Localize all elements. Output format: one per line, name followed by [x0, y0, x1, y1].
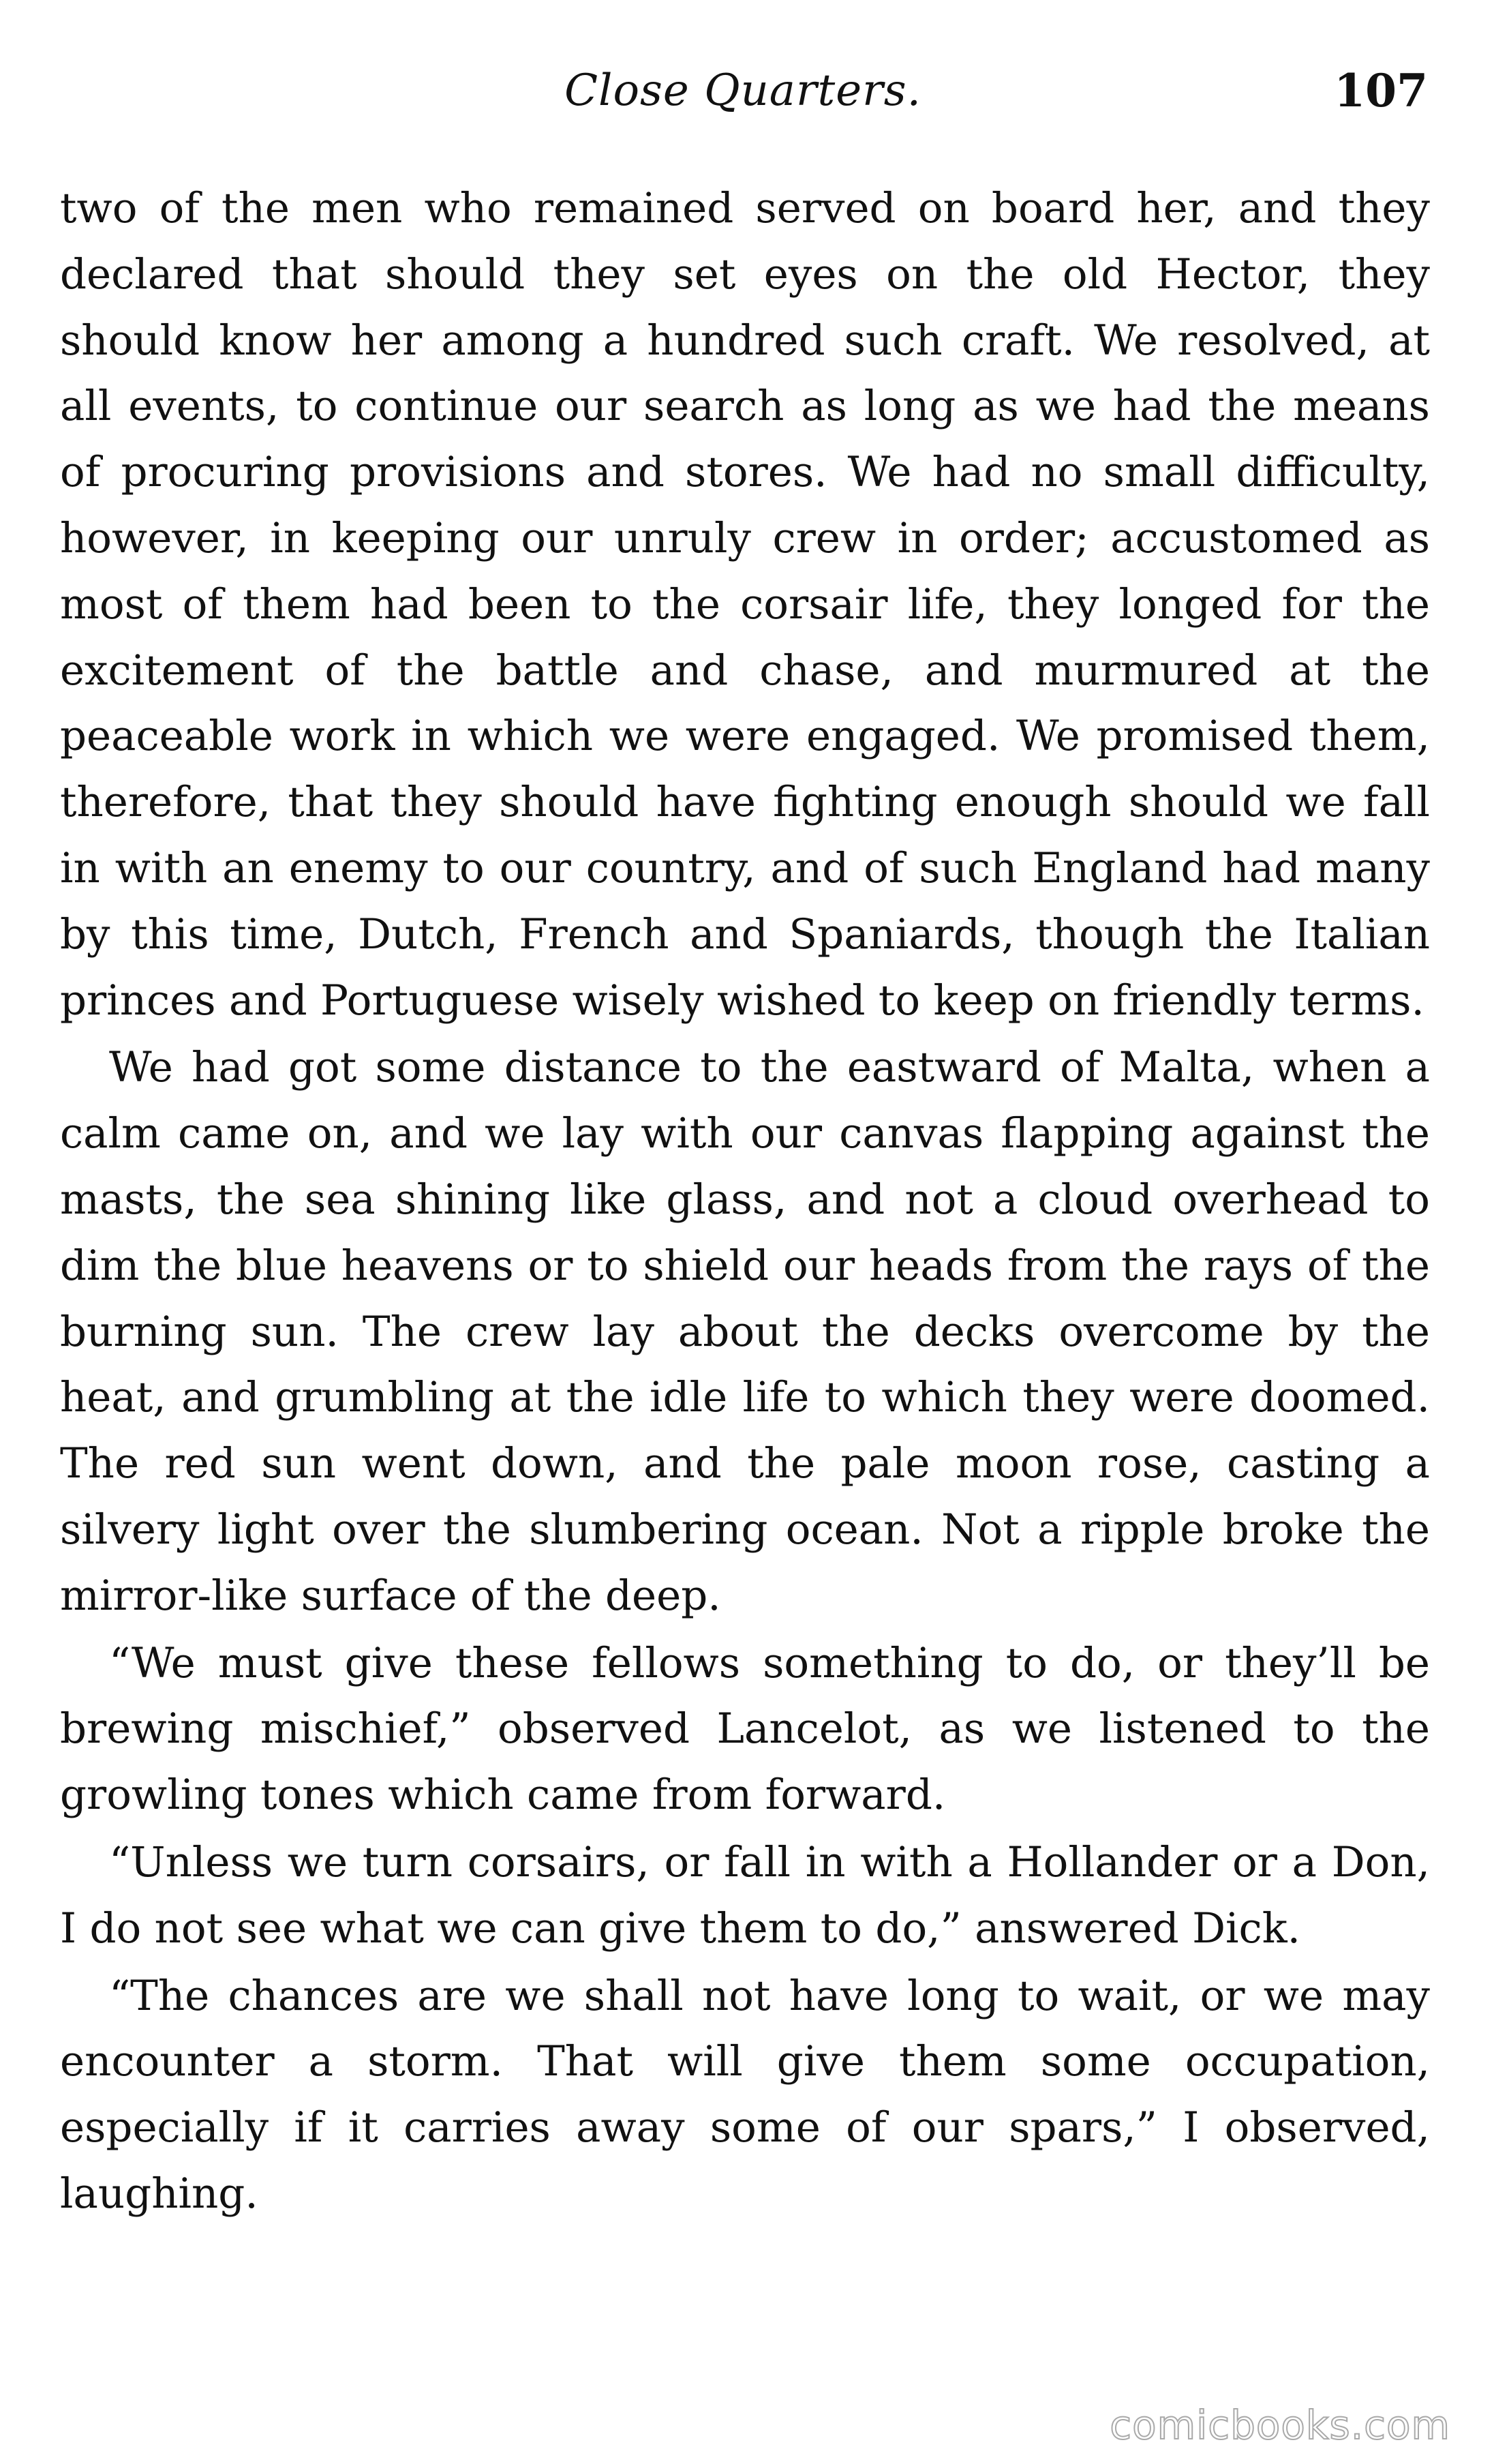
- paragraph-lancelot-dialogue: “We must give these fellows something to do, or they’ll be brewing mischief,” observed Lancelot, as we listened to the growling tones which came from forward.: [60, 1638, 1430, 1820]
- site-watermark: comicbooks.com: [1110, 2402, 1450, 2448]
- body-text: [60, 176, 1430, 2227]
- running-title: Close Quarters.: [564, 65, 921, 116]
- paragraph-calm: We had got some distance to the eastward of Malta, when a calm came on, and we lay with our canvas flapping against the masts, the sea shining like glass, and not a cloud overhead to dim the blue heavens or to shield our heads from the rays of the burning sun. The crew lay about the decks overcome by the heat, and grumbling at the idle life to which they were doomed. The red sun went down, and the pale moon rose, casting a silvery light over the slumbering ocean. Not a ripple broke the mirror-like surface of the deep.: [60, 1043, 1430, 1620]
- paragraph-dick-dialogue: “Unless we turn corsairs, or fall in with a Hollander or a Don, I do not see what we can give them to do,” answered Dick.: [60, 1837, 1430, 1953]
- paragraph-continued: two of the men who remained served on board her, and they declared that should they set eyes on the old Hector, they should know her among a hundred such craft. We resolved, at all events, to continue our search as long as we had the means of procuring provisions and stores. We had no small difficulty, however, in keeping our unruly crew in order; accustomed as most of them had been to the corsair life, they longed for the excitement of the battle and chase, and murmured at the peaceable work in which we were engaged. We promised them, therefore, that they should have fighting enough should we fall in with an enemy to our country, and of such England had many by this time, Dutch, French and Spaniards, though the Italian princes and Portuguese wisely wished to keep on friendly terms.: [60, 184, 1430, 1025]
- page-number: 107: [1334, 64, 1428, 117]
- paragraph-narrator-dialogue: “The chances are we shall not have long to wait, or we may encounter a storm. That will give them some occupation, especially if it carries away some of our spars,” I observed, laughing.: [60, 1971, 1430, 2218]
- running-head: [58, 53, 1428, 128]
